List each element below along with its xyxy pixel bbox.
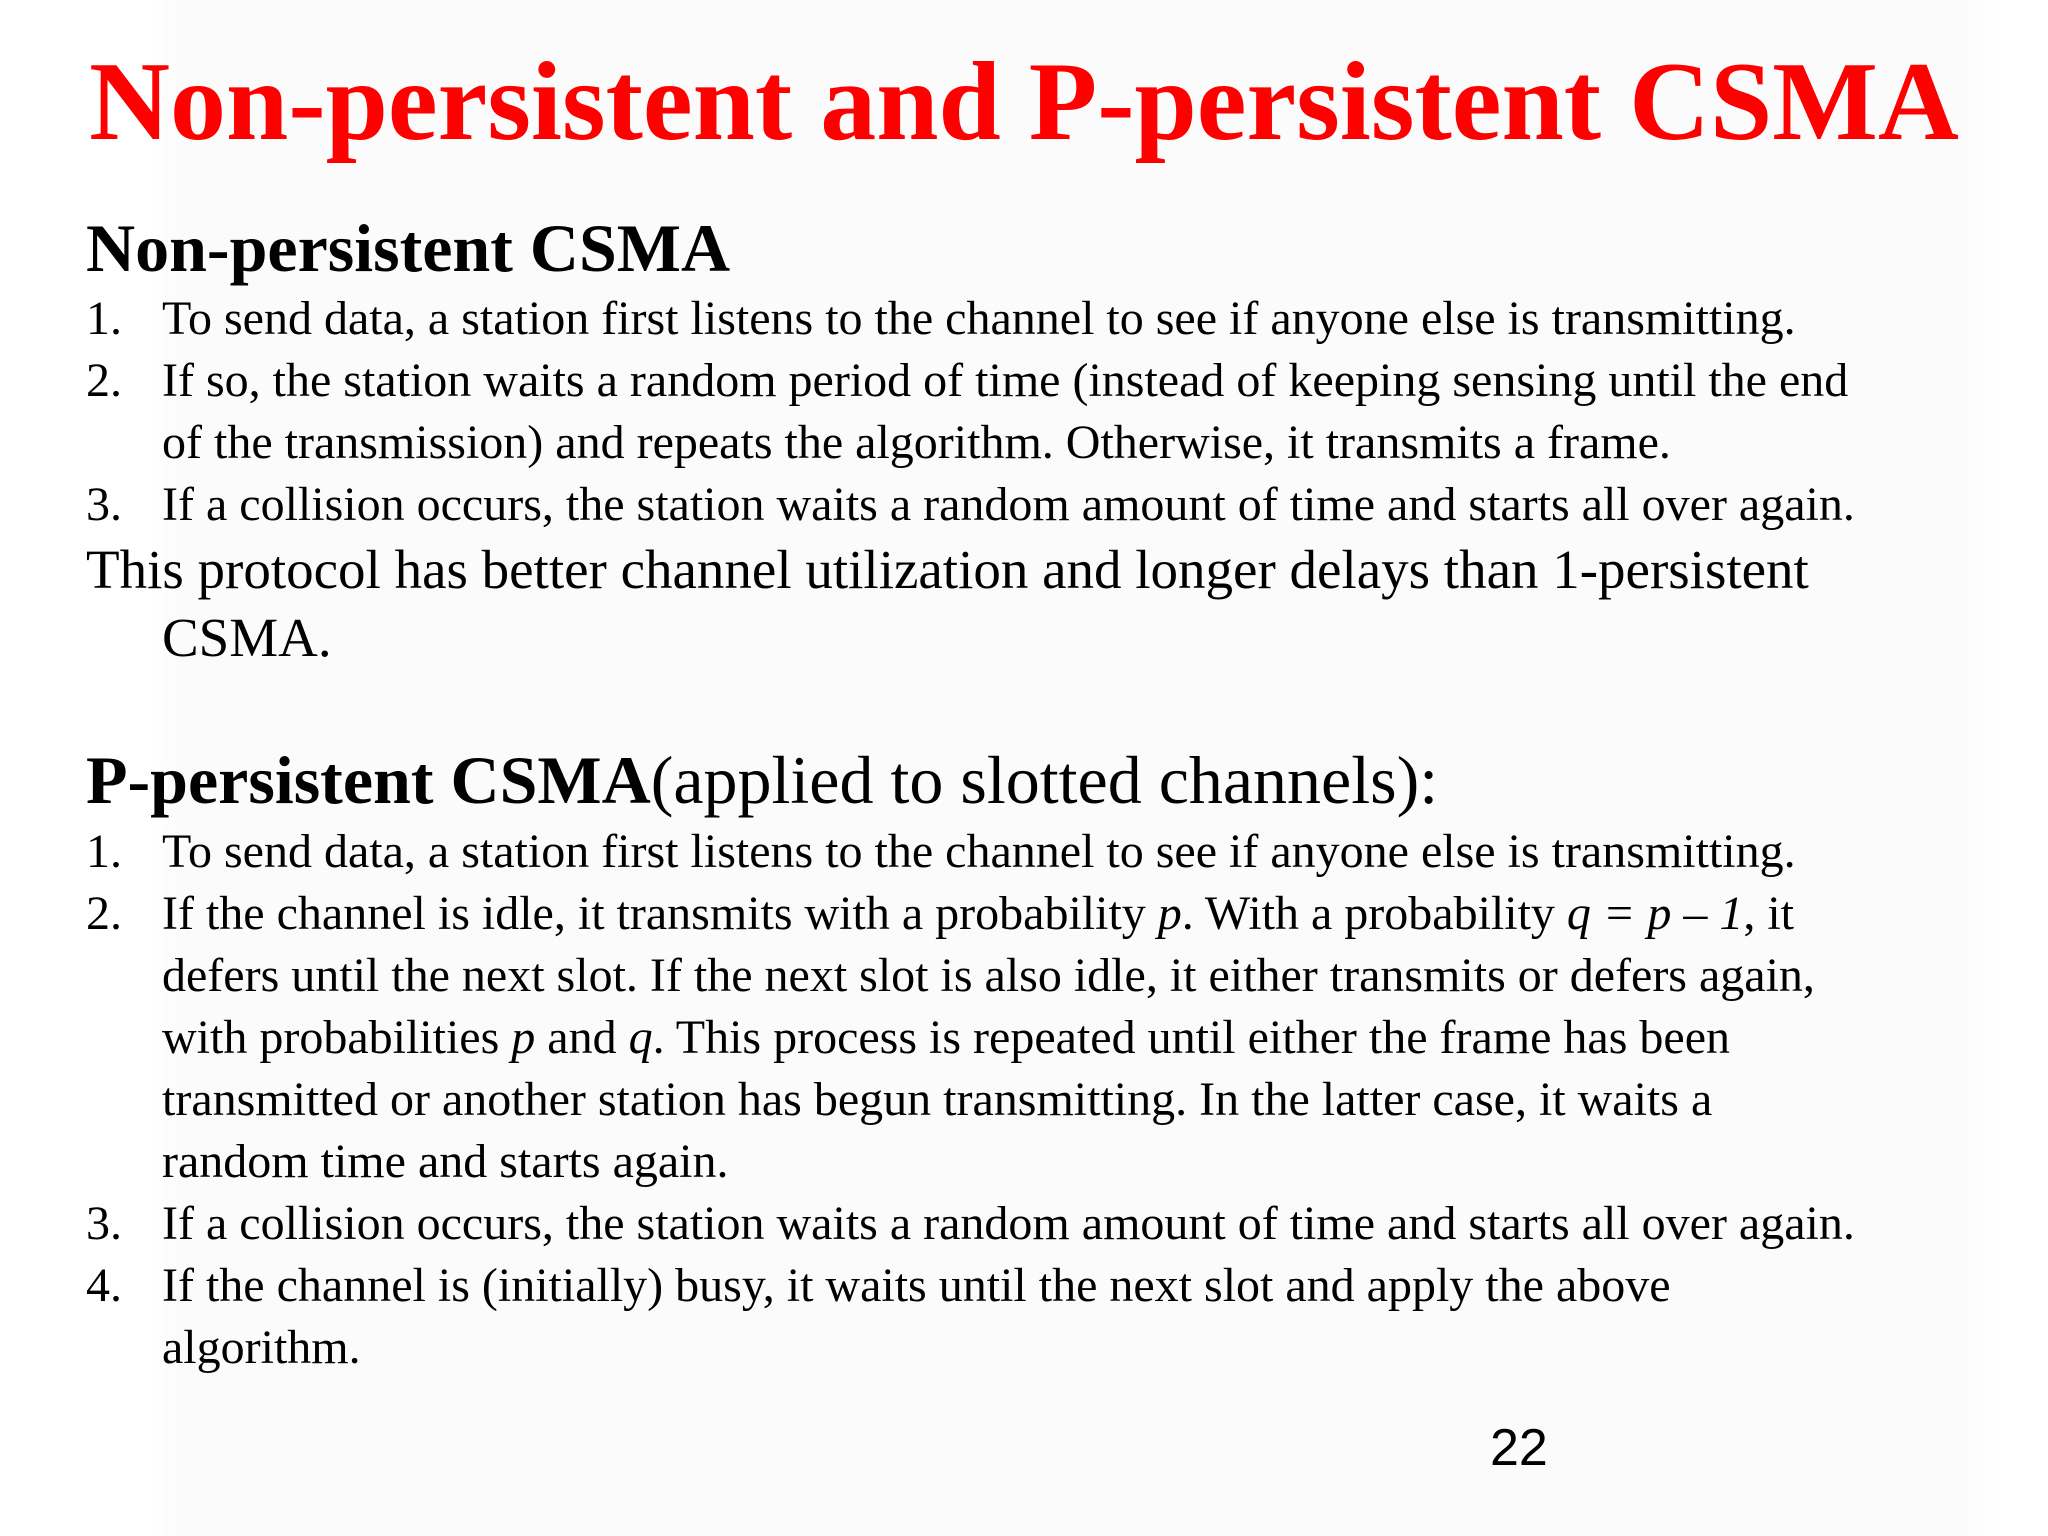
p-persistent-heading-bold: P-persistent CSMA	[86, 742, 651, 818]
text-fragment: with probabilities	[162, 1011, 512, 1064]
list-text: If a collision occurs, the station waits a random amount of time and starts all over again.	[162, 478, 1855, 531]
list-text-line: of the transmission) and repeats the algorithm. Otherwise, it transmits a frame.	[162, 416, 1671, 469]
page-number: 22	[1490, 1419, 1548, 1477]
non-persistent-steps	[86, 288, 2026, 536]
text-fragment: . This process is repeated until either the frame has been	[652, 1011, 1731, 1064]
list-text-line: If the channel is (initially) busy, it waits until the next slot and apply the above	[162, 1259, 1671, 1312]
list-item	[86, 474, 2026, 536]
non-persistent-note	[86, 536, 1809, 672]
slide-title: Non-persistent and P-persistent CSMA	[89, 40, 1959, 164]
note-line: This protocol has better channel utilization and longer delays than 1-persistent	[86, 539, 1809, 600]
list-number: 2.	[86, 887, 122, 940]
list-text: To send data, a station first listens to the channel to see if anyone else is transmitting.	[162, 292, 1796, 345]
list-text-line	[162, 1007, 2026, 1069]
non-persistent-heading	[86, 210, 730, 286]
list-text: To send data, a station first listens to the channel to see if anyone else is transmitting.	[162, 825, 1796, 878]
list-text-line	[162, 883, 2026, 945]
text-fragment: , it	[1743, 887, 1794, 940]
list-text-line: transmitted or another station has begun transmitting. In the latter case, it waits a	[162, 1073, 1713, 1126]
list-number: 2.	[86, 354, 122, 407]
list-number: 1.	[86, 292, 122, 345]
list-text-line: If so, the station waits a random period of time (instead of keeping sensing until the end	[162, 354, 1849, 407]
variable-q: q	[628, 1011, 653, 1064]
list-text-line: random time and starts again.	[162, 1135, 729, 1188]
list-number: 1.	[86, 825, 122, 878]
text-fragment: . With a probability	[1181, 887, 1567, 940]
list-text: If a collision occurs, the station waits a random amount of time and starts all over again.	[162, 1197, 1855, 1250]
text-fragment: If the channel is idle, it transmits with a probability	[162, 887, 1158, 940]
list-item	[86, 1255, 2026, 1379]
list-number: 3.	[86, 478, 122, 531]
list-number: 3.	[86, 1197, 122, 1250]
list-text-line: algorithm.	[162, 1321, 361, 1374]
variable-p: p	[1157, 887, 1182, 940]
list-item	[86, 350, 2026, 474]
list-text-line: defers until the next slot. If the next slot is also idle, it either transmits or defers again,	[162, 949, 1815, 1002]
p-persistent-steps	[86, 821, 2026, 1379]
text-fragment: and	[535, 1011, 629, 1064]
list-item	[86, 883, 2026, 1193]
list-item	[86, 821, 2026, 883]
note-line: CSMA.	[162, 607, 332, 668]
list-number: 4.	[86, 1259, 122, 1312]
non-persistent-heading-text: Non-persistent CSMA	[86, 210, 731, 286]
variable-p: p	[511, 1011, 536, 1064]
formula: q = p – 1	[1566, 887, 1744, 940]
list-item	[86, 288, 2026, 350]
p-persistent-heading	[86, 742, 1438, 818]
p-persistent-heading-rest: (applied to slotted channels):	[650, 742, 1439, 818]
list-item	[86, 1193, 2026, 1255]
